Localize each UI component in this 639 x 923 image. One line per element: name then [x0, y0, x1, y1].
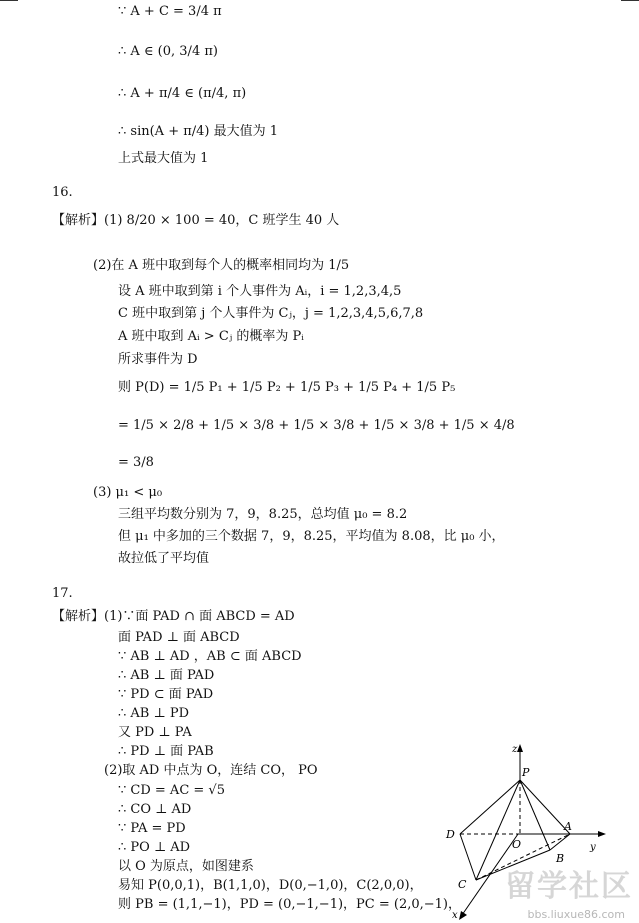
solution-line: 【解析】(1) 8/20 × 100 = 40，C 班学生 40 人 — [52, 213, 340, 228]
solution-line: (2)在 A 班中取到每个人的概率相同均为 1/5 — [93, 258, 350, 273]
top-rule-right — [621, 0, 639, 1]
solution-line: C 班中取到第 j 个人事件为 Cⱼ，j = 1,2,3,4,5,6,7,8 — [118, 306, 424, 321]
solution-line: = 1/5 × 2/8 + 1/5 × 3/8 + 1/5 × 3/8 + 1/5 × 3/8 + 1/5 × 4/8 — [118, 418, 515, 433]
solution-line: ∵ A + C = 3/4 π — [118, 4, 222, 19]
solution-line: 设 A 班中取到第 i 个人事件为 Aᵢ，i = 1,2,3,4,5 — [118, 284, 402, 299]
x-arrow-icon — [459, 911, 467, 920]
solution-line: A 班中取到 Aᵢ > Cⱼ 的概率为 Pᵢ — [118, 329, 304, 344]
solution-line: 则 P(D) = 1/5 P₁ + 1/5 P₂ + 1/5 P₃ + 1/5 P₄ + 1/5 P₅ — [118, 380, 456, 395]
top-rule-left — [0, 0, 18, 1]
solution-line: ∴ PD ⊥ 面 PAB — [118, 744, 214, 759]
label-D: D — [446, 828, 455, 841]
solution-line: 【解析】(1)∵面 PAD ∩ 面 ABCD = AD — [52, 609, 295, 624]
solution-line: (2)取 AD 中点为 O，连结 CO， PO — [104, 763, 318, 778]
solution-line: ∵ AB ⊥ AD ，AB ⊂ 面 ABCD — [118, 649, 302, 664]
edge-PA — [520, 780, 570, 834]
solution-line: ∴ A + π/4 ∈ (π/4, π) — [118, 86, 247, 101]
solution-line: 则 PB = (1,1,−1)，PD = (0,−1,−1)，PC = (2,0,−1)， — [118, 897, 462, 912]
y-arrow-icon — [598, 831, 606, 837]
solution-line: 三组平均数分别为 7，9，8.25，总均值 μ₀ = 8.2 — [118, 507, 408, 522]
solution-line: ∴ AB ⊥ PD — [118, 706, 190, 721]
solution-line: ∵ CD = AC = √5 — [118, 783, 225, 798]
solution-line: 又 PD ⊥ PA — [118, 725, 192, 740]
solution-line: 故拉低了平均值 — [118, 551, 210, 566]
solution-line: 但 μ₁ 中多加的三个数据 7，9，8.25，平均值为 8.08，比 μ₀ 小， — [118, 529, 505, 544]
label-B: B — [556, 852, 565, 865]
label-A: A — [564, 820, 572, 833]
label-P: P — [522, 766, 530, 779]
z-arrow-icon — [517, 744, 523, 752]
solution-line: 易知 P(0,0,1)，B(1,1,0)，D(0,−1,0)，C(2,0,0)， — [118, 878, 423, 893]
edge-PD — [460, 780, 520, 834]
solution-line: ∴ sin(A + π/4) 最大值为 1 — [118, 124, 279, 139]
label-y: y — [590, 842, 596, 853]
solution-line: ∴ PO ⊥ AD — [118, 840, 191, 855]
watermark-url: bbs.liuxue86.com — [527, 908, 625, 921]
label-O: O — [512, 838, 522, 851]
label-z: z — [512, 744, 518, 755]
edge-PB — [520, 780, 550, 850]
solution-line: ∵ PD ⊂ 面 PAD — [118, 687, 214, 702]
label-C: C — [458, 878, 467, 891]
solution-line: 17. — [52, 586, 73, 601]
solution-line: 面 PAD ⊥ 面 ABCD — [118, 630, 240, 645]
solution-line: ∴ AB ⊥ 面 PAD — [118, 668, 215, 683]
edge-DC — [460, 834, 476, 880]
solution-line: 上式最大值为 1 — [118, 151, 209, 166]
solution-line: = 3/8 — [118, 455, 154, 470]
watermark-logo: 留学社区 — [505, 869, 633, 904]
solution-line: 所求事件为 D — [118, 352, 198, 367]
solution-line: ∵ PA = PD — [118, 821, 186, 836]
solution-line: 16. — [52, 185, 73, 200]
solution-line: ∴ CO ⊥ AD — [118, 802, 192, 817]
label-x: x — [452, 910, 458, 921]
solution-line: (3) μ₁ < μ₀ — [93, 485, 163, 500]
solution-line: 以 O 为原点，如图建系 — [118, 859, 254, 874]
solution-line: ∴ A ∈ (0, 3/4 π) — [118, 44, 218, 59]
